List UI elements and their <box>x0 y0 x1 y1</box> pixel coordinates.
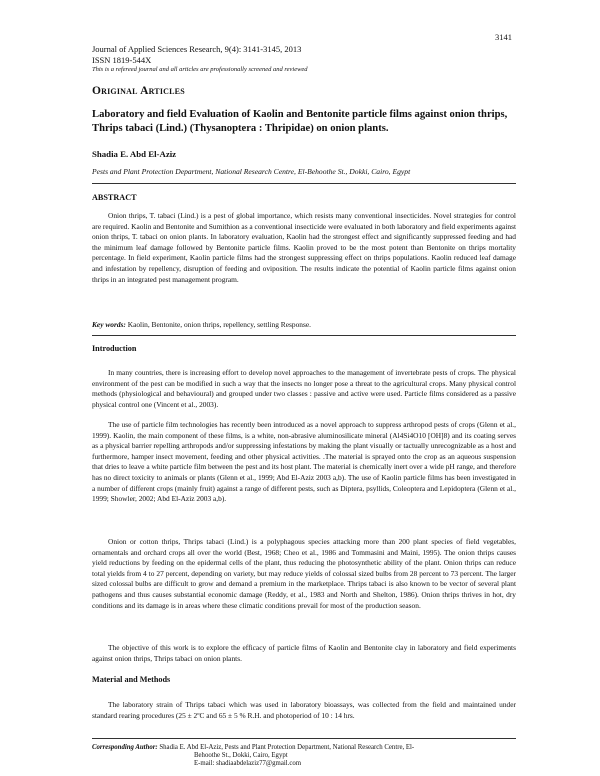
corresponding-email: E-mail: shadiaabdelaziz77@gmail.com <box>194 760 302 767</box>
corresponding-label: Corresponding Author: <box>92 744 158 751</box>
footnote-divider <box>92 738 516 739</box>
methods-paragraph: The laboratory strain of Thrips tabaci which was used in laboratory bioassays, was collected from the field and maintained under standard rearing procedures (25 ± 2ºC and 65 ± 5 % R.H. and photoperiod of 10 : 14 hrs. <box>92 700 516 720</box>
corresponding-author <box>92 743 516 768</box>
journal-issn: ISSN 1819-544X <box>92 54 152 65</box>
article-title: Laboratory and field Evaluation of Kaolin and Bentonite particle films against onion thrips, Thrips tabaci (Lind.) (Thysanoptera : Thripidae) on onion plants. <box>92 109 508 134</box>
journal-header <box>92 44 308 76</box>
introduction-heading: Introduction <box>92 344 137 353</box>
corresponding-line2: Behoothe St., Dokki, Cairo, Egypt <box>194 752 288 759</box>
keywords-label: Key words: <box>92 320 126 329</box>
abstract-heading: ABSTRACT <box>92 193 137 202</box>
divider-bottom <box>92 335 516 336</box>
keywords-text: Kaolin, Bentonite, onion thrips, repellency, settling Response. <box>127 320 311 329</box>
abstract-text: Onion thrips, T. tabaci (Lind.) is a pest of global importance, which resists many conventional insecticides. Novel strategies for control are required. Kaolin and Bentonite and Sumithion as a conventional insecticide were evaluated in both laboratory and field experiments against onion thrips, T. tabaci on onion plants. In laboratory evaluation, Kaolin had the strongest effect and significantly suppressed feeding and had the minimum leaf damage followed by Bentonite particle films. Kaolin proved to be the most potent than Bentonite on thrips mortality percentage. In field experiment, Kaolin particle films had the strongest suppressing effect on thrips populations. Kaolin reduced leaf damage and infestation by repellency, disruption of feeding and oviposition. The results indicate the potential of Kaolin particle films against onion thrips in an integrated pest management program. <box>92 211 517 284</box>
corresponding-line1: Shadia E. Abd El-Aziz, Pests and Plant Protection Department, National Research Centre, El- <box>159 744 415 751</box>
intro-paragraph-4: The objective of this work is to explore the efficacy of particle films of Kaolin and Bentonite clay in laboratory and field experiments against onion thrips, Thrips tabaci on onion plants. <box>92 643 516 663</box>
author-affiliation: Pests and Plant Protection Department, National Research Centre, El-Behoothe St., Dokki, Cairo, Egypt <box>92 167 411 176</box>
author-name: Shadia E. Abd El-Aziz <box>92 149 177 159</box>
journal-citation: Journal of Applied Sciences Research, 9(4): 3141-3145, 2013 <box>92 44 302 54</box>
intro-paragraph-1: In many countries, there is increasing effort to develop novel approaches to the management of invertebrate pests of crops. The physical environment of the pest can be modified in such a way that the insects no longer pose a threat to the agricultural crops. Many physical control methods (physiological and behavioural) and grouped under two classes : passive and active were used. Particle films considered as a passive physical control one (Vincent et al., 2003). <box>92 368 516 409</box>
divider-top <box>92 183 516 184</box>
intro-paragraph-2: The use of particle film technologies has recently been introduced as a novel approach to suppress arthropod pests of crops (Glenn et al., 1999). Kaolin, the main component of these films, is a white, non-abrasive aluminosilicate mineral (Al4Si4O10 [OH]8) and its coating serves as a physical barrier repelling arthropods and/or suppressing infestations by making the plant visually or tactually unrecognizable as a host and furthermore, hamper insect movement, feeding and other physical activities. .The material is sprayed onto the crop as an aqueous suspension that dries to leave a white particle film between the pest and its host plant. The material is chemically inert over a wide pH range, and therefore has no direct toxicity to animals or plants (Glenn et al., 1999; Abd El-Aziz 2003 a,b). The use of Kaolin particle films has been investigated in a number of different crops (mainly fruit) against a range of different pests, such as Diptera, psyllids, Coleoptera and Lepidoptera (Glenn et al., 1999; Showler, 2002; Abd El-Aziz 2003 a,b). <box>92 420 516 504</box>
methods-heading: Material and Methods <box>92 675 171 684</box>
journal-review-note: This is a refereed journal and all articles are professionally screened and reviewed <box>92 66 308 73</box>
section-label: Original Articles <box>92 85 185 97</box>
page-number: 3141 <box>495 32 512 42</box>
intro-paragraph-3: Onion or cotton thrips, Thrips tabaci (Lind.) is a polyphagous species attacking more than 200 plant species of field vegetables, ornamentals and orchard crops all over the world (Best, 1968; Cheo et al., 1986 and Tommasini and Maini, 1995). The onion thrips causes yield reductions by feeding on the epidermal cells of the plant, thus reducing the photosynthetic ability of the plant. Onion thrips can reduce total yields from 4 to 27 percent, depending on variety, but may reduce yields of colossal sized bulbs from 28 percent to 73 percent. The larger sized colossal bulbs are difficult to grow and demand a premium in the marketplace. Thrips tabaci is also known to be vector of several plant pathogens and thus causes substantial economic damage (Reddy, et al., 1983 and North and Shelton, 1986). Onion thrips thrives in hot, dry conditions and its damage is in areas where these climatic conditions prevail for most of the production season. <box>92 537 516 610</box>
keywords <box>92 320 311 329</box>
